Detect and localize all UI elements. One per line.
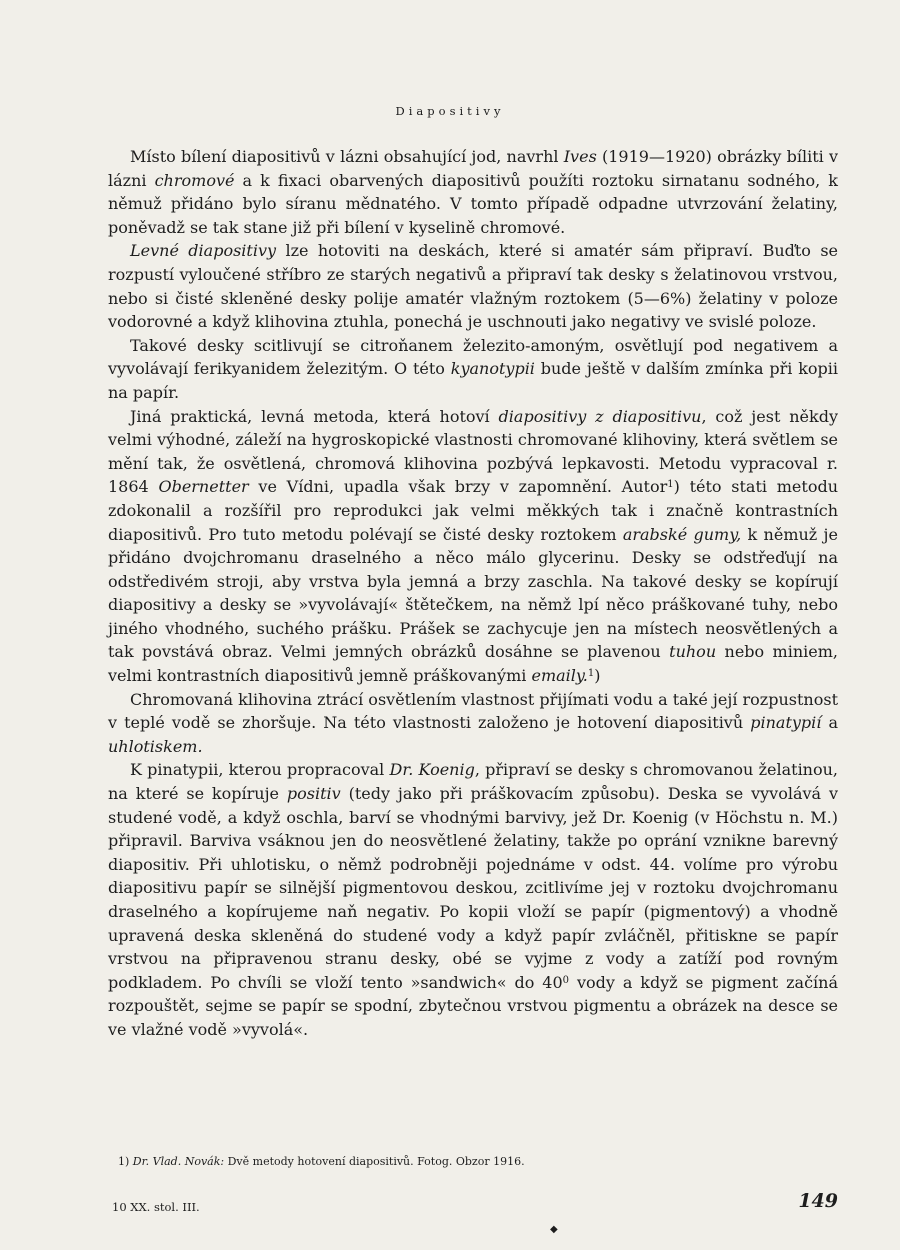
italic-term: Levné diapositivy — [130, 241, 277, 261]
text-run: k němuž je přidáno dvojchromanu draselného a něco málo glycerinu. Desky se odstřeďují na odstředivém stroji, aby vrstva byla jemná a brzy zaschla. Na takové desky se kopírují diapositivy a desky se »vyvolávají« štětečkem, na němž lpí něco práškované tuhy, nebo jiného vhodného, suchého prášku. Prášek se zachycuje jen na místech neosvětlených a tak povstává obraz. Velmi jemných obrázků dosáhne se plavenou — [108, 524, 838, 662]
italic-term: pinatypií — [750, 713, 822, 733]
superscript: 0 — [562, 974, 570, 986]
text-run: (1919—1920) obrázky bíliti v lázni — [108, 147, 838, 190]
text-run: lze hotoviti na deskách, které si amatér sám připraví. Buďto se rozpustí vyloučené stříbro ze starých negativů a připraví tak desky s želatinovou vrstvou, nebo si čisté skleněné desky polije amatér vlažným roztokem (5—6%) želatiny v poloze vodorovné a když klihovina ztuhla, ponechá je uschnouti jako negativy ve svislé poloze. — [108, 241, 839, 332]
footnote-author: Dr. Vlad. Novák: — [132, 1155, 225, 1168]
italic-term: arabské gumy, — [622, 524, 742, 544]
italic-term: uhlotiskem. — [108, 736, 203, 756]
paragraph — [108, 145, 838, 239]
superscript: 1 — [667, 479, 674, 491]
body-text — [108, 145, 838, 1042]
italic-term: Ives — [563, 147, 597, 166]
text-run: , připraví se desky s chromovanou želatinou, na které se kopíruje — [108, 760, 839, 804]
paragraph — [108, 334, 838, 405]
italic-term: diapositivy z diapositivu — [498, 406, 702, 426]
italic-term: tuhou — [669, 642, 717, 662]
text-run: vody a když se pigment začíná rozpouštět, sejme se papír se spodní, zbytečnou vrstvou pigmentu a obrázek na desce se ve vlažné vodě »vyvolá«. — [108, 972, 839, 1039]
footnote-marker: 1) — [118, 1155, 130, 1168]
printer-signature: 10 XX. stol. III. — [112, 1200, 200, 1214]
italic-term: emaily. — [531, 666, 588, 686]
italic-term: positiv — [286, 784, 341, 804]
footnote-text: Dvě metody hotovení diapositivů. Fotog. Obzor 1916. — [227, 1155, 525, 1168]
page-number: 149 — [798, 1190, 838, 1212]
paragraph — [108, 239, 838, 333]
paragraph — [108, 405, 838, 688]
paragraph — [108, 758, 838, 1041]
print-mark-glyph: ◆ — [550, 1224, 558, 1235]
text-run: Místo bílení diapositivů v lázni obsahující jod, navrhl — [130, 147, 564, 166]
italic-term: Dr. Koenig — [389, 760, 475, 780]
text-run: bude ještě v dalším zmínka při kopii na papír. — [108, 359, 839, 402]
italic-term: kyanotypii — [450, 359, 535, 379]
text-run: Jiná praktická, levná metoda, která hotoví — [130, 406, 499, 426]
running-head: Diapositivy — [395, 104, 505, 118]
italic-term: Obernetter — [158, 477, 249, 497]
text-run: ) — [594, 666, 601, 686]
text-run: ) této stati metodu zdokonalil a rozšířil pro reprodukci jak velmi měkkých tak i značně kontrastních diapositivů. Pro tuto metodu polévají se čisté desky roztokem — [108, 477, 838, 544]
superscript: 1 — [587, 668, 595, 680]
italic-term: chromové — [154, 170, 235, 190]
footnote — [118, 1155, 838, 1169]
text-run: (tedy jako při práškovacím způsobu). Deska se vyvolává v studené vodě, a když oschla, barví se vhodnými barvivy, jež Dr. Koenig (v Höchstu n. M.) připravil. Barviva vsáknou jen do neosvětlené želatiny, takže po oprání vznikne barevný diapositiv. Při uhlotisku, o němž podrobněji pojednáme v odst. 44. volíme pro výrobu diapositivu papír se silnější pigmentovou deskou, zcitlivíme jej v roztoku dvojchromanu draselného a kopírujeme naň negativ. Po kopii vloží se papír (pigmentový) a vhodně upravená deska skleněná do studené vody a když papír zvláčněl, přitiskne se papír vrstvou na připravenou stranu desky, obé se vyjme z vody a zatíží pod rovným podkladem. Po chvíli se vloží tento »sandwich« do 40 — [108, 784, 838, 992]
text-run: nebo miniem, velmi kontrastních diapositivů jemně práškovanými — [108, 642, 838, 686]
text-run: K pinatypii, kterou propracoval — [130, 760, 390, 780]
paragraph — [108, 688, 838, 759]
text-run: a — [821, 713, 839, 733]
text-run: ve Vídni, upadla však brzy v zapomnění. Autor — [248, 477, 668, 497]
text-run: , což jest někdy velmi výhodné, záleží na hygroskopické vlastnosti chromované klihoviny, která světlem se mění tak, že osvětlená, chromová klihovina pozbývá lepkavosti. Metodu vypracoval r. 1864 — [108, 406, 839, 497]
text-run: Takové desky scitlivují se citroňanem železito-amoným, osvětlují pod negativem a vyvolávají ferikyanidem železitým. O této — [108, 335, 838, 379]
text-run: a k fixaci obarvených diapositivů použíti roztoku sirnatanu sodného, k němuž přidáno bylo síranu mědnatého. V tomto případě odpadne utvrzování želatiny, poněvadž se tak stane již při bílení v kyselině chromové. — [108, 170, 838, 237]
text-run: Chromovaná klihovina ztrácí osvětlením vlastnost přijímati vodu a také její rozpustnost v teplé vodě se zhoršuje. Na této vlastnosti založeno je hotovení diapositivů — [108, 689, 838, 733]
